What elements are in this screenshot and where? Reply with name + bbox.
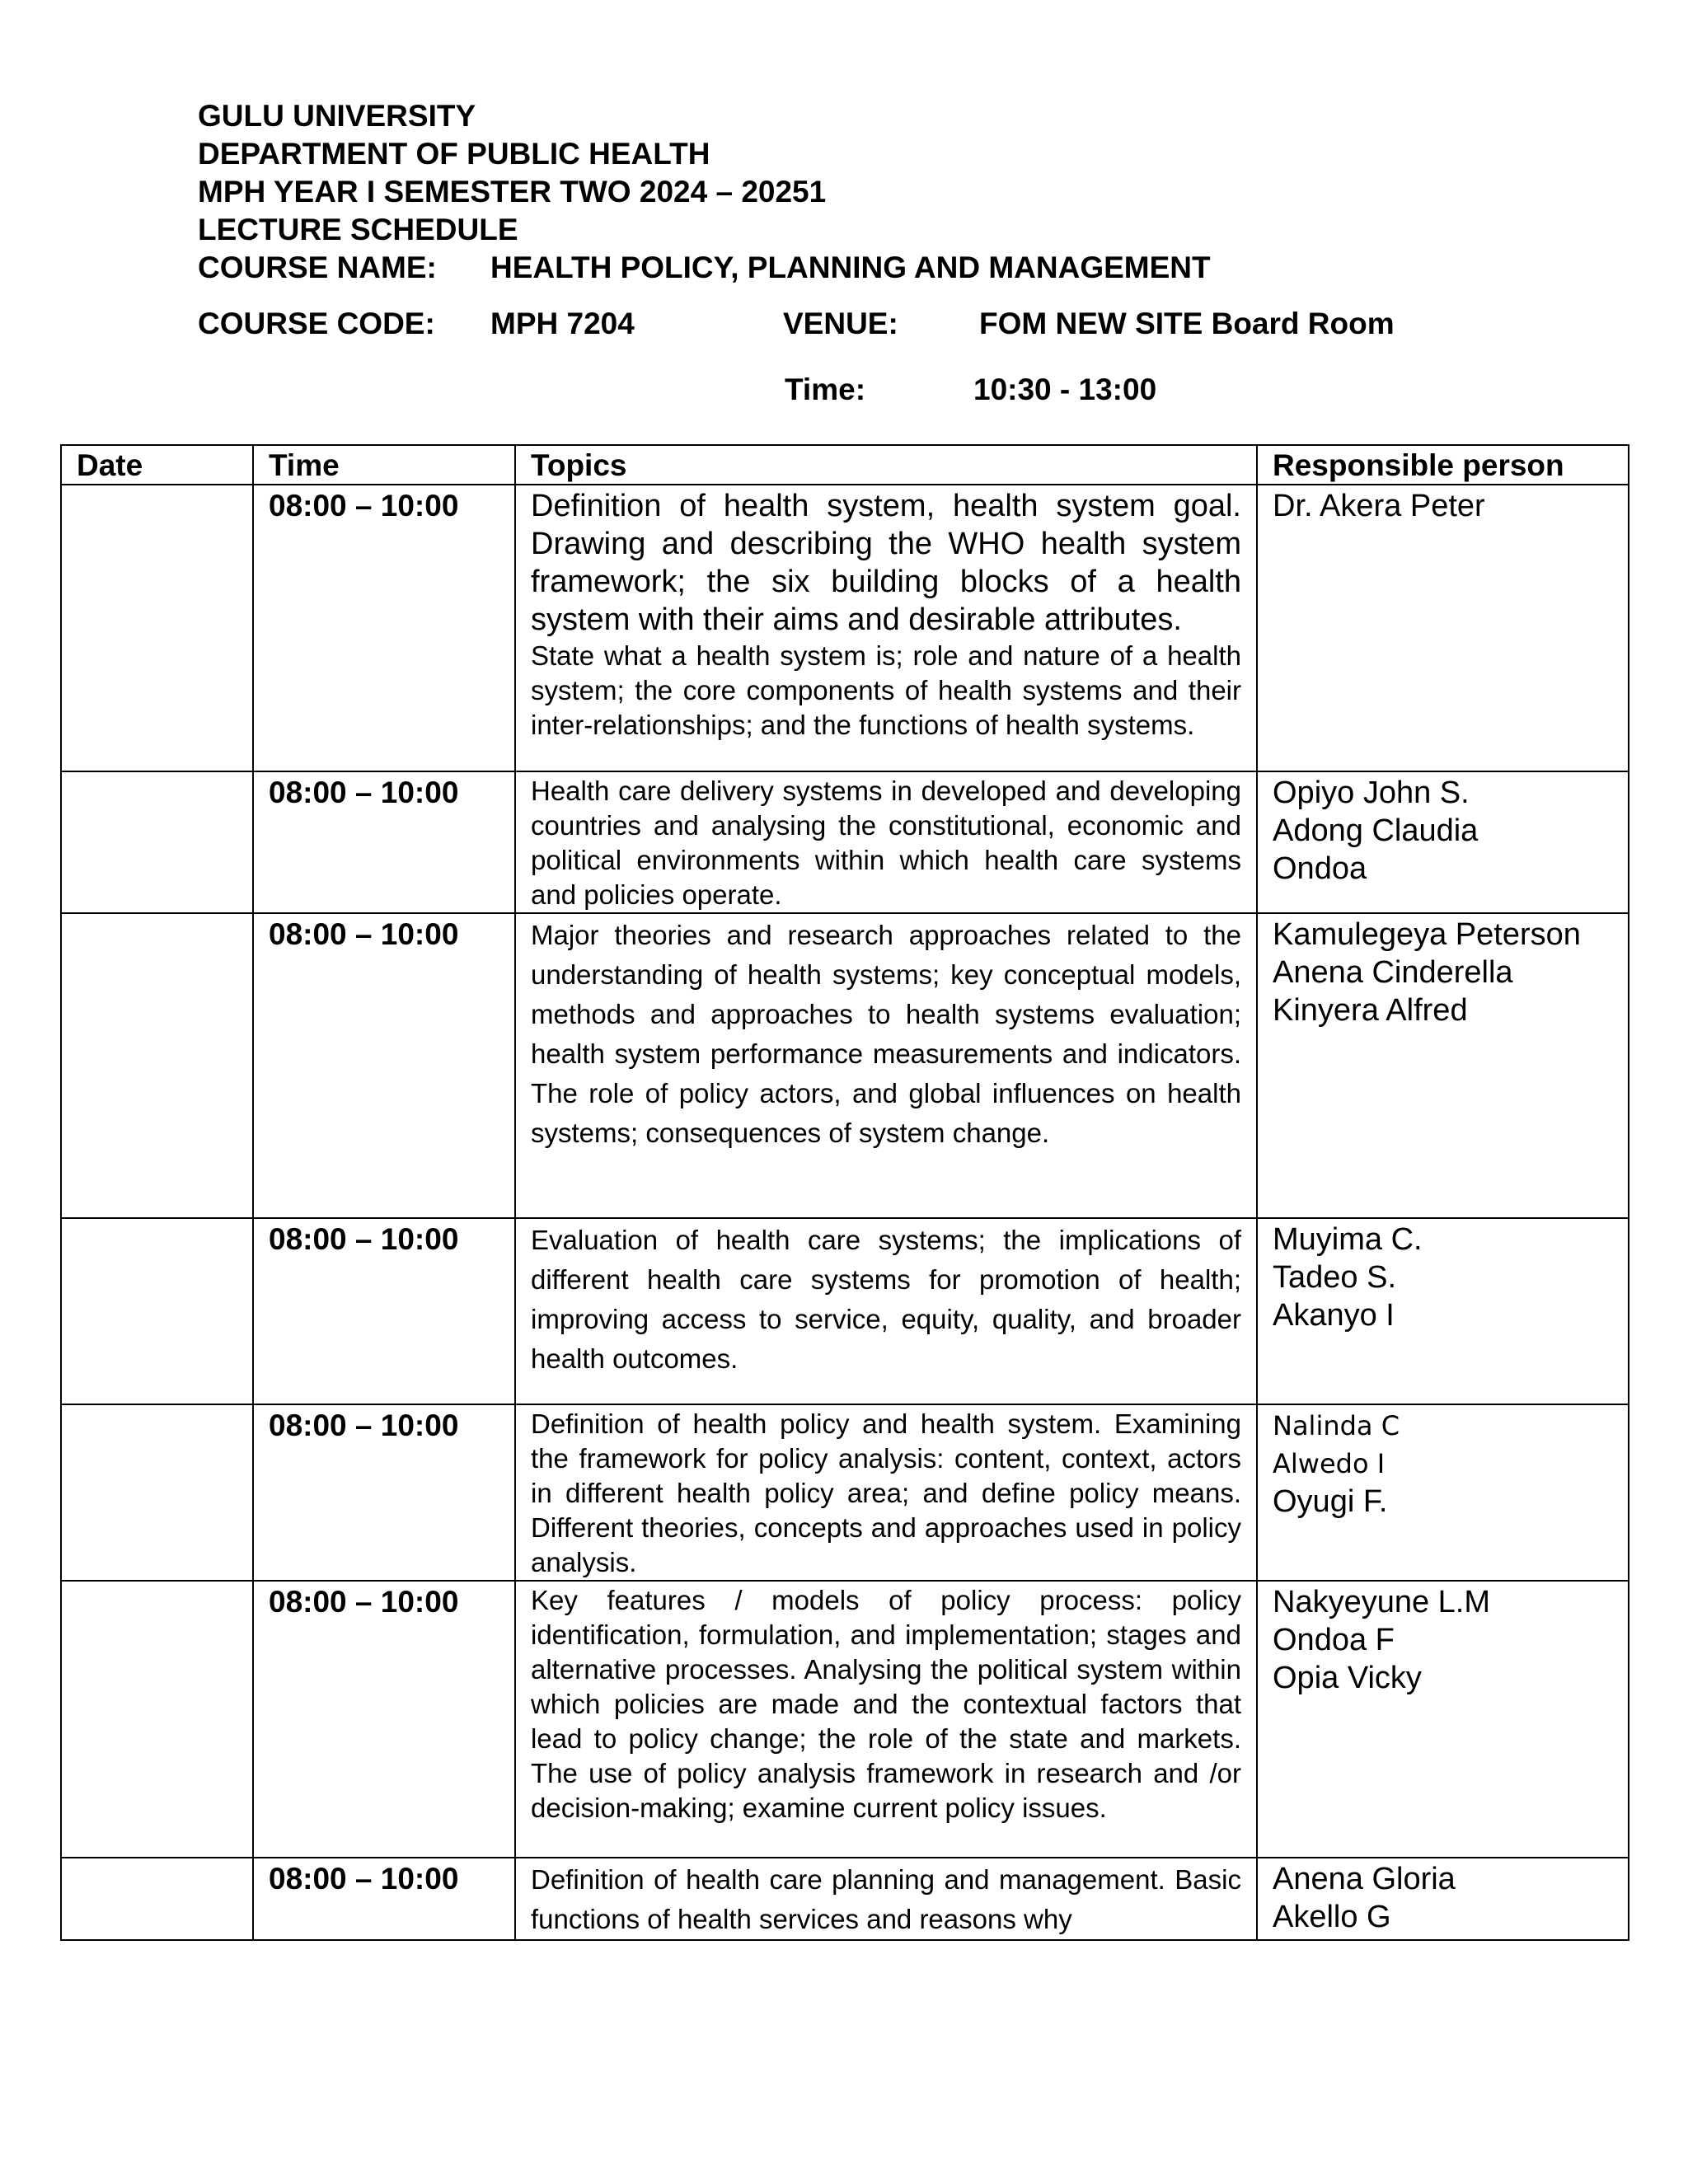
- course-name-row: [198, 249, 1558, 287]
- column-header-responsible-person: Responsible person: [1257, 445, 1629, 485]
- course-name: HEALTH POLICY, PLANNING AND MANAGEMENT: [490, 251, 1211, 284]
- time-cell: 08:00 – 10:00: [253, 913, 515, 1218]
- responsible-person: Nalinda C: [1273, 1410, 1400, 1441]
- responsible-person: Anena Gloria: [1273, 1862, 1456, 1896]
- course-code: MPH 7204: [490, 307, 635, 340]
- responsible-person: Anena Cinderella: [1273, 955, 1513, 990]
- topic-cell: [515, 1218, 1257, 1404]
- time-cell: 08:00 – 10:00: [253, 1858, 515, 1940]
- department-name: DEPARTMENT OF PUBLIC HEALTH: [198, 137, 710, 171]
- time-cell: 08:00 – 10:00: [253, 485, 515, 771]
- date-cell: [61, 1581, 253, 1858]
- time-cell: 08:00 – 10:00: [253, 1218, 515, 1404]
- university-name: GULU UNIVERSITY: [198, 99, 476, 133]
- topic-text: State what a health system is; role and nature of a health system; the core components of health systems and their inter-relationships; and the functions of health systems.: [531, 640, 1241, 740]
- time-row: [198, 371, 1558, 409]
- responsible-person: Kinyera Alfred: [1273, 993, 1468, 1028]
- topic-text: Definition of health care planning and management. Basic functions of health services and reasons why: [531, 1864, 1241, 1934]
- table-row: [61, 1858, 1629, 1940]
- topic-text: Major theories and research approaches related to the understanding of health systems; key conceptual models, methods and approaches to health systems evaluation; health system performance measurements and indicators. The role of policy actors, and global influences on health systems; consequences of system change.: [531, 920, 1241, 1148]
- responsible-person: Opia Vicky: [1273, 1661, 1422, 1695]
- responsible-person: Kamulegeya Peterson: [1273, 917, 1581, 952]
- responsible-person-cell: [1257, 913, 1629, 1218]
- table-row: [61, 485, 1629, 771]
- responsible-person-cell: [1257, 1858, 1629, 1940]
- responsible-person-cell: [1257, 771, 1629, 913]
- responsible-person: Adong Claudia: [1273, 813, 1479, 848]
- responsible-person: Opiyo John S.: [1273, 776, 1470, 810]
- responsible-person-cell: [1257, 1218, 1629, 1404]
- time-cell: 08:00 – 10:00: [253, 1404, 515, 1581]
- time-value: 10:30 - 13:00: [973, 373, 1157, 406]
- time-cell: 08:00 – 10:00: [253, 771, 515, 913]
- topic-cell: [515, 1581, 1257, 1858]
- topic-text: Definition of health system, health system goal. Drawing and describing the WHO health system framework; the six building blocks of a health system with their aims and desirable attributes.: [531, 489, 1241, 637]
- responsible-person: Oyugi F.: [1273, 1484, 1388, 1519]
- topic-text: Key features / models of policy process: policy identification, formulation, and implementation; stages and alternative processes. Analysing the political system within which policies are made and the contextual factors that lead to policy change; the role of the state and markets. The use of policy analysis framework in research and /or decision-making; examine current policy issues.: [531, 1585, 1241, 1823]
- schedule-title: LECTURE SCHEDULE: [198, 213, 518, 246]
- table-row: [61, 1581, 1629, 1858]
- date-cell: [61, 485, 253, 771]
- responsible-person-cell: [1257, 1404, 1629, 1581]
- course-code-label: COURSE CODE:: [198, 307, 435, 340]
- date-cell: [61, 771, 253, 913]
- responsible-person: Muyima C.: [1273, 1222, 1423, 1257]
- venue: FOM NEW SITE Board Room: [979, 307, 1395, 340]
- responsible-person: Dr. Akera Peter: [1273, 489, 1485, 523]
- table-header-row: [61, 445, 1629, 485]
- table-row: [61, 771, 1629, 913]
- responsible-person-cell: [1257, 1581, 1629, 1858]
- date-cell: [61, 1218, 253, 1404]
- topic-cell: [515, 771, 1257, 913]
- topic-cell: [515, 1858, 1257, 1940]
- column-header-topics: Topics: [515, 445, 1257, 485]
- table-row: [61, 1404, 1629, 1581]
- course-name-label: COURSE NAME:: [198, 251, 437, 284]
- programme-title: MPH YEAR I SEMESTER TWO 2024 – 20251: [198, 175, 827, 209]
- topic-text: Health care delivery systems in developed and developing countries and analysing the constitutional, economic and political environments within which health care systems and policies operate.: [531, 776, 1241, 910]
- topic-text: Definition of health policy and health system. Examining the framework for policy analysis: content, context, actors in different health policy area; and define policy means. Different theories, concepts and approaches used in policy analysis.: [531, 1408, 1241, 1577]
- course-code-row: [198, 305, 1558, 343]
- responsible-person: Ondoa: [1273, 851, 1367, 886]
- document-header: [198, 97, 1558, 409]
- responsible-person: Alwedo I: [1273, 1448, 1386, 1479]
- column-header-date: Date: [61, 445, 253, 485]
- topic-text: Evaluation of health care systems; the implications of different health care systems for promotion of health; improving access to service, equity, quality, and broader health outcomes.: [531, 1225, 1241, 1374]
- responsible-person: Tadeo S.: [1273, 1260, 1396, 1295]
- topic-cell: [515, 913, 1257, 1218]
- responsible-person-cell: [1257, 485, 1629, 771]
- topic-cell: [515, 1404, 1257, 1581]
- time-label: Time:: [785, 373, 866, 406]
- time-cell: 08:00 – 10:00: [253, 1581, 515, 1858]
- date-cell: [61, 1404, 253, 1581]
- responsible-person: Nakyeyune L.M: [1273, 1585, 1491, 1619]
- lecture-schedule-table: [60, 444, 1629, 1941]
- responsible-person: Akanyo I: [1273, 1298, 1395, 1333]
- topic-cell: [515, 485, 1257, 771]
- table-row: [61, 913, 1629, 1218]
- responsible-person: Ondoa F: [1273, 1623, 1395, 1657]
- date-cell: [61, 1858, 253, 1940]
- table-row: [61, 1218, 1629, 1404]
- responsible-person: Akello G: [1273, 1900, 1391, 1934]
- venue-label: VENUE:: [783, 307, 898, 340]
- date-cell: [61, 913, 253, 1218]
- column-header-time: Time: [253, 445, 515, 485]
